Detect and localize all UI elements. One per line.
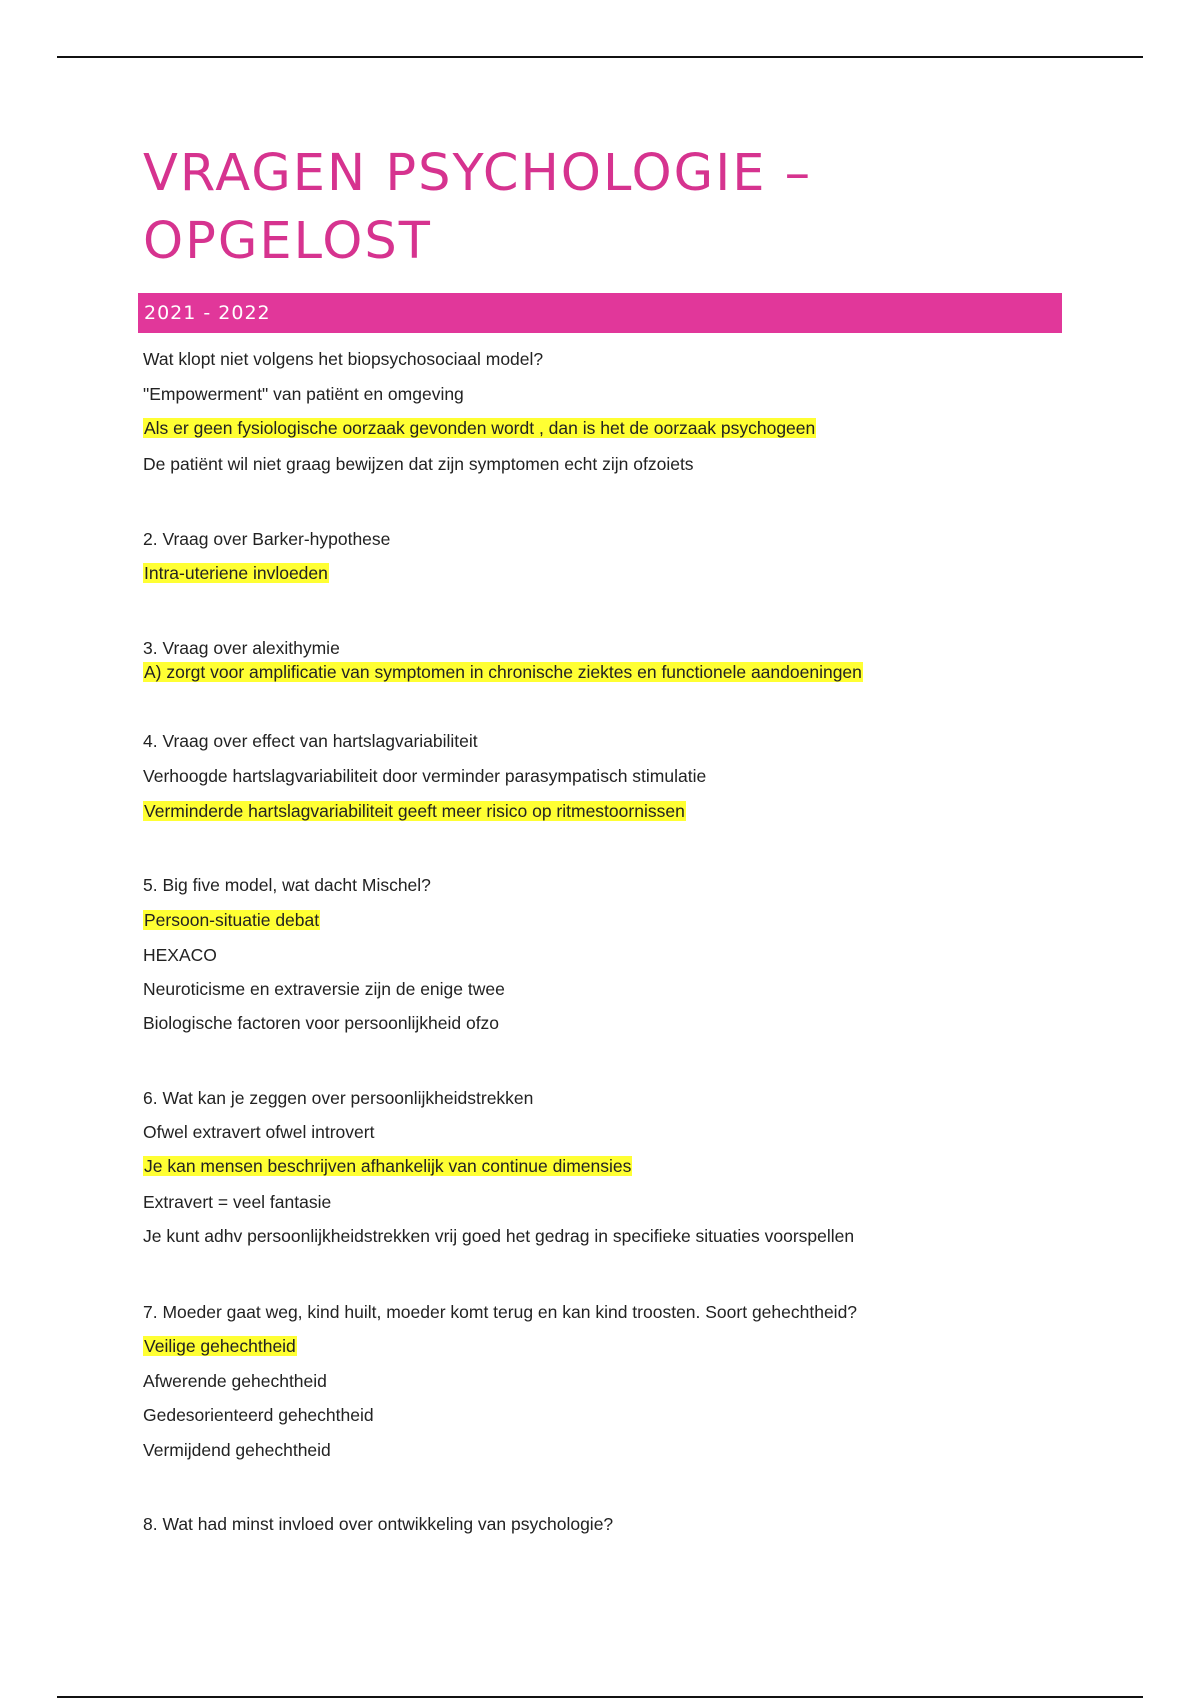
header-rule — [57, 56, 1143, 58]
q6-option-3: Extravert = veel fantasie — [143, 1192, 332, 1212]
title-line-1: VRAGEN PSYCHOLOGIE – — [143, 144, 813, 203]
q6-option-1: Ofwel extravert ofwel introvert — [143, 1122, 375, 1142]
q7-option-3: Gedesorienteerd gehechtheid — [143, 1405, 374, 1425]
q7-option-4: Vermijdend gehechtheid — [143, 1440, 331, 1460]
question-2: 2. Vraag over Barker-hypothese — [143, 529, 391, 549]
q6-option-4: Je kunt adhv persoonlijkheidstrekken vrij goed het gedrag in specifieke situaties voorspellen — [143, 1226, 855, 1246]
question-1: Wat klopt niet volgens het biopsychosociaal model? — [143, 349, 544, 369]
year-label: 2021 - 2022 — [144, 302, 271, 324]
answer-highlight: Veilige gehechtheid — [144, 1336, 296, 1356]
q1-option-2-correct — [143, 416, 816, 440]
answer-highlight: Persoon-situatie debat — [144, 910, 320, 930]
answer-highlight: Als er geen fysiologische oorzaak gevonden wordt , dan is het de oorzaak psychogeen — [144, 418, 816, 438]
q5-option-3: Neuroticisme en extraversie zijn de enige twee — [143, 979, 505, 999]
answer-highlight: Verminderde hartslagvariabiliteit geeft meer risico op ritmestoornissen — [144, 801, 685, 821]
year-banner — [138, 293, 1062, 333]
question-4: 4. Vraag over effect van hartslagvariabiliteit — [143, 731, 478, 751]
question-3: 3. Vraag over alexithymie — [143, 638, 340, 658]
q7-option-1-correct — [143, 1334, 297, 1358]
question-8: 8. Wat had minst invloed over ontwikkeling van psychologie? — [143, 1514, 614, 1534]
answer-highlight: Je kan mensen beschrijven afhankelijk van continue dimensies — [144, 1156, 632, 1176]
q6-option-2-correct — [143, 1154, 632, 1178]
q4-option-1: Verhoogde hartslagvariabiliteit door verminder parasympatisch stimulatie — [143, 766, 707, 786]
q5-option-2: HEXACO — [143, 945, 217, 965]
title-line-2: OPGELOST — [143, 212, 432, 271]
question-6: 6. Wat kan je zeggen over persoonlijkheidstrekken — [143, 1088, 534, 1108]
q7-option-2: Afwerende gehechtheid — [143, 1371, 327, 1391]
q5-option-1-correct — [143, 908, 320, 932]
q2-option-1-correct — [143, 561, 329, 585]
q1-option-1: "Empowerment" van patiënt en omgeving — [143, 384, 464, 404]
answer-highlight: A) zorgt voor amplificatie van symptomen in chronische ziektes en functionele aandoeningen — [144, 662, 862, 682]
question-7: 7. Moeder gaat weg, kind huilt, moeder komt terug en kan kind troosten. Soort gehechtheid? — [143, 1302, 858, 1322]
q4-option-2-correct — [143, 799, 686, 823]
document-title — [143, 140, 1043, 276]
footer-rule — [57, 1696, 1143, 1698]
question-5: 5. Big five model, wat dacht Mischel? — [143, 875, 431, 895]
q5-option-4: Biologische factoren voor persoonlijkheid ofzo — [143, 1013, 500, 1033]
answer-highlight: Intra-uteriene invloeden — [144, 563, 328, 583]
q3-option-1-correct — [143, 660, 863, 684]
q1-option-3: De patiënt wil niet graag bewijzen dat zijn symptomen echt zijn ofzoiets — [143, 454, 694, 474]
